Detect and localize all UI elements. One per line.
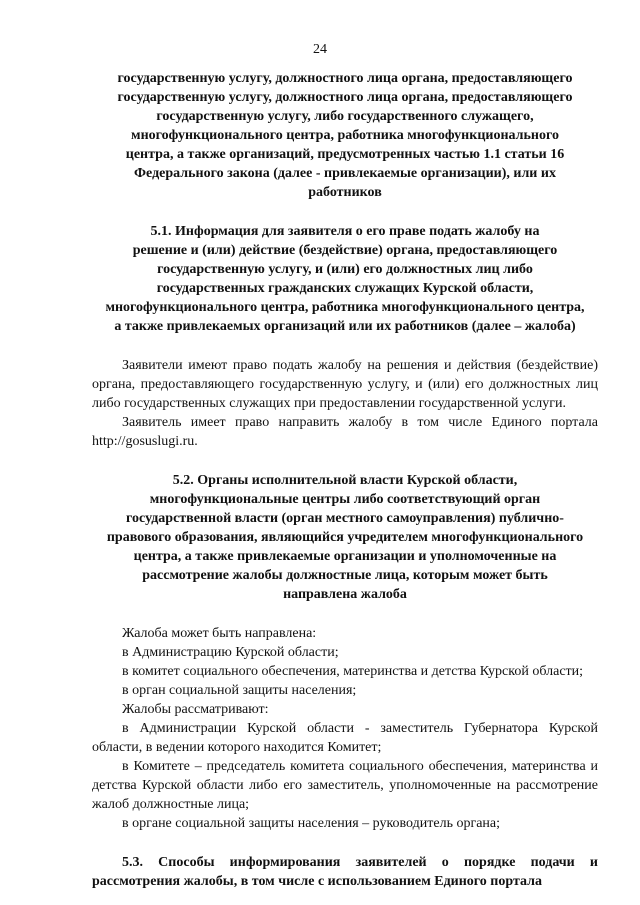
heading-line: государственных гражданских служащих Курской области, <box>156 281 534 296</box>
heading-line: государственной власти (орган местного самоуправления) публично- <box>126 511 564 526</box>
section-5-2-heading <box>92 471 598 604</box>
intro-block <box>92 69 598 202</box>
heading-line: 5.2. Органы исполнительной власти Курской области, <box>172 473 518 488</box>
paragraph: Заявители имеют право подать жалобу на решения и действия (бездействие) органа, предоставляющего государственную услугу, и (или) его должностных лиц либо государственных служащих при предоставлении государственной услуги. <box>92 358 598 411</box>
paragraph: в органе социальной защиты населения – руководитель органа; <box>122 816 501 831</box>
heading-line: направлена жалоба <box>283 587 407 602</box>
paragraph: в Администрации Курской области - заместитель Губернатора Курской области, в ведении которого находится Комитет; <box>92 721 598 755</box>
paragraph: в орган социальной защиты населения; <box>122 683 357 698</box>
paragraph: в Администрацию Курской области; <box>122 645 339 660</box>
heading-line: многофункциональные центры либо соответствующий орган <box>149 492 541 507</box>
paragraph: в Комитете – председатель комитета социального обеспечения, материнства и детства Курской области либо его заместитель, уполномоченные на рассмотрение жалоб должностные лица; <box>92 759 598 812</box>
section-5-1-heading <box>92 222 598 336</box>
heading-line: рассмотрение жалобы должностные лица, которым может быть <box>142 568 548 583</box>
heading-line: 5.1. Информация для заявителя о его праве подать жалобу на <box>150 224 540 239</box>
paragraph: Жалоба может быть направлена: <box>122 626 317 641</box>
document-body <box>92 69 598 891</box>
paragraph: Заявитель имеет право направить жалобу в том числе Единого портала http://gosuslugi.ru. <box>92 415 598 449</box>
intro-line: многофункционального центра, работника многофункционального <box>131 128 559 143</box>
page-number: 24 <box>313 42 327 57</box>
heading-line: центра, а также привлекаемые организации и уполномоченные на <box>133 549 557 564</box>
intro-line: работников <box>308 185 382 200</box>
heading-line: государственную услугу, и (или) его должностных лиц либо <box>157 262 533 277</box>
intro-line: Федерального закона (далее - привлекаемые организации), или их <box>134 166 556 181</box>
section-5-3-heading: 5.3. Способы информирования заявителей о порядке подачи и рассмотрения жалобы, в том числе с использованием Единого портала <box>92 855 598 889</box>
intro-line: центра, а также организаций, предусмотренных частью 1.1 статьи 16 <box>125 147 565 162</box>
paragraph: в комитет социального обеспечения, материнства и детства Курской области; <box>122 664 584 679</box>
intro-line: государственную услугу, либо государственного служащего, <box>156 109 534 124</box>
heading-line: многофункционального центра, работника многофункционального центра, <box>105 300 585 315</box>
paragraph: Жалобы рассматривают: <box>122 702 269 717</box>
intro-line: государственную услугу, должностного лица органа, предоставляющего <box>117 90 573 105</box>
heading-line: правового образования, являющийся учредителем многофункционального <box>106 530 584 545</box>
heading-line: решение и (или) действие (бездействие) органа, предоставляющего <box>132 243 558 258</box>
heading-line: а также привлекаемых организаций или их работников (далее – жалоба) <box>114 319 576 334</box>
intro-line: государственную услугу, должностного лица органа, предоставляющего <box>117 71 573 86</box>
